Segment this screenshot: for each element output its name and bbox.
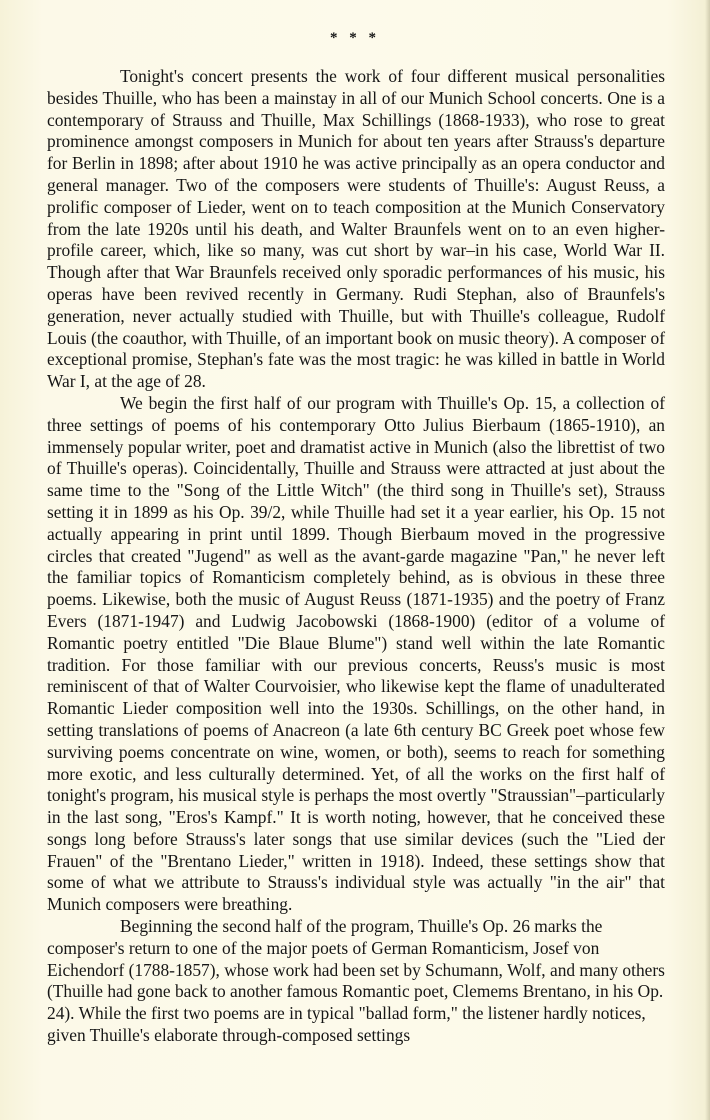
body-text (47, 66, 665, 1047)
paragraph-intro: Tonight's concert presents the work of four different musical personalities besides Thuille, who has been a mainstay in all of our Munich School concerts. One is a contemporary of Strauss and Thuille, Max Schillings (1868-1933), who rose to great prominence amongst composers in Munich for about ten years after Strauss's departure for Berlin in 1898; after about 1910 he was active principally as an opera conductor and general manager. Two of the composers were students of Thuille's: August Reuss, a prolific composer of Lieder, went on to teach composition at the Munich Conservatory from the late 1920s until his death, and Walter Braunfels went on to an even higher-profile career, which, like so many, was cut short by war–in his case, World War II. Though after that War Braunfels received only sporadic performances of his music, his operas have been revived recently in Germany. Rudi Stephan, also of Braunfels's generation, never actually studied with Thuille, but with Thuille's colleague, Rudolf Louis (the coauthor, with Thuille, of an important book on music theory). A composer of exceptional promise, Stephan's fate was the most tragic: he was killed in battle in World War I, at the age of 28. (47, 66, 665, 392)
paragraph-second-half: Beginning the second half of the program, Thuille's Op. 26 marks the composer's return to one of the major poets of German Romanticism, Josef von Eichendorf (1788-1857), whose work had been set by Schumann, Wolf, and many others (Thuille had gone back to another famous Romantic poet, Clemems Brentano, in his Op. 24). While the first two poems are in typical "ballad form," the listener hardly notices, given Thuille's elaborate through-composed settings (47, 916, 665, 1046)
page-edge-shadow (705, 0, 710, 1120)
paragraph-first-half: We begin the first half of our program with Thuille's Op. 15, a collection of three settings of poems of his contemporary Otto Julius Bierbaum (1865-1910), an immensely popular writer, poet and dramatist active in Munich (also the librettist of two of Thuille's operas). Coincidentally, Thuille and Strauss were attracted at just about the same time to the "Song of the Little Witch" (the third song in Thuille's set), Strauss setting it in 1899 as his Op. 39/2, while Thuille had set it a year earlier, his Op. 15 not actually appearing in print until 1899. Though Bierbaum moved in the progressive circles that created "Jugend" as well as the avant-garde magazine "Pan," he never left the familiar topics of Romanticism completely behind, as is obvious in these three poems. Likewise, both the music of August Reuss (1871-1935) and the poetry of Franz Evers (1871-1947) and Ludwig Jacobowski (1868-1900) (editor of a volume of Romantic poetry entitled "Die Blaue Blume") stand well within the late Romantic tradition. For those familiar with our previous concerts, Reuss's music is most reminiscent of that of Walter Courvoisier, who likewise kept the flame of unadulterated Romantic Lieder composition well into the 1930s. Schillings, on the other hand, in setting translations of poems of Anacreon (a late 6th century BC Greek poet whose few surviving poems concentrate on wine, women, or both), seems to reach for something more exotic, and less culturally determined. Yet, of all the works on the first half of tonight's program, his musical style is perhaps the most overtly "Straussian"–particularly in the last song, "Eros's Kampf." It is worth noting, however, that he conceived these songs long before Strauss's later songs that use similar devices (such the "Lied der Frauen" of the "Brentano Lieder," written in 1918). Indeed, these settings show that some of what we attribute to Strauss's individual style was actually "in the air" that Munich composers were breathing. (47, 392, 665, 915)
section-separator: * * * (330, 30, 380, 46)
